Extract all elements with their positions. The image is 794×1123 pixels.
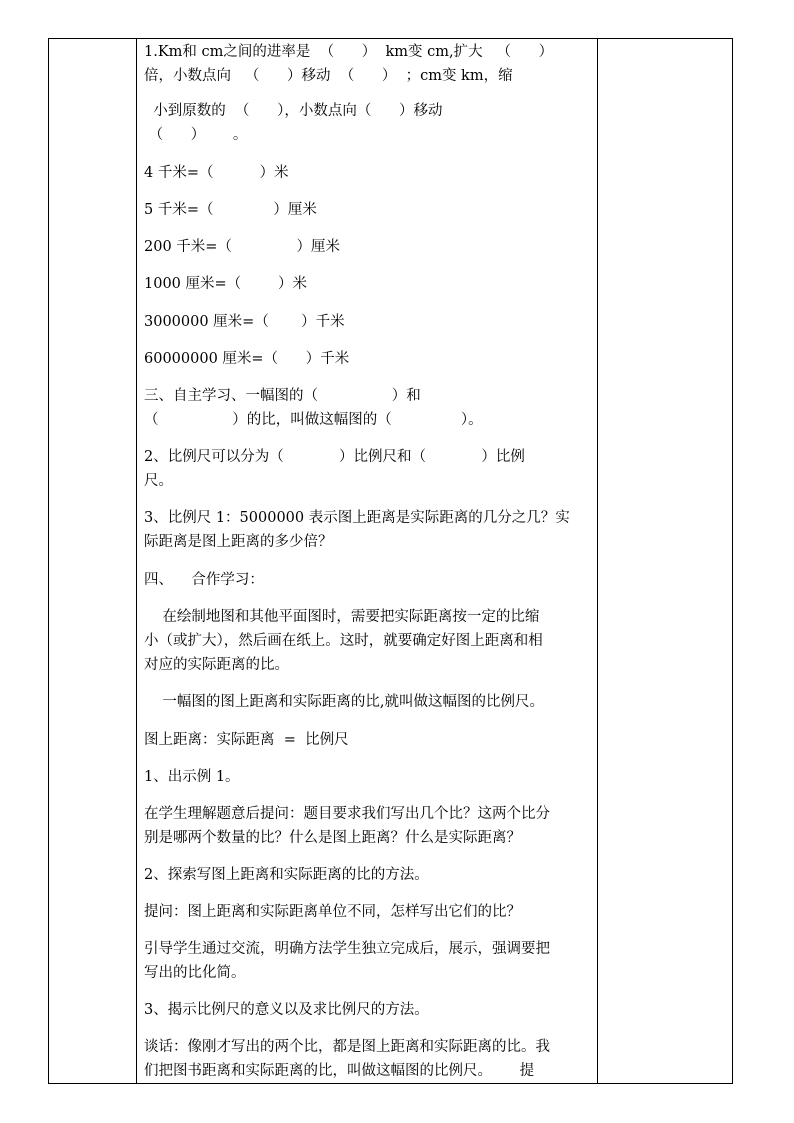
text-line: 对应的实际距离的比。 xyxy=(144,657,289,673)
text-line: 5 千米=（ ）厘米 xyxy=(144,202,317,218)
text-line: （ ）的比，叫做这幅图的（ ）。 xyxy=(144,412,483,428)
text-line: 四、 合作学习： xyxy=(144,572,264,588)
text-line: 3、比例尺 1：5000000 表示图上距离是实际距离的几分之几？实 xyxy=(144,510,570,526)
text-line: 3、揭示比例尺的意义以及求比例尺的方法。 xyxy=(144,1002,429,1018)
text-line: 200 千米=（ ）厘米 xyxy=(144,239,340,255)
text-line: 小到原数的 （ ），小数点向（ ）移动 xyxy=(144,103,443,119)
column-divider-right xyxy=(597,39,598,1083)
column-divider-left xyxy=(136,39,137,1083)
text-line: 3000000 厘米=（ ）千米 xyxy=(144,314,345,330)
text-line: 别是哪两个数量的比？什么是图上距离？什么是实际距离？ xyxy=(144,830,521,846)
text-line: 1、出示例 1。 xyxy=(144,769,240,785)
text-line: 在学生理解题意后提问：题目要求我们写出几个比？这两个比分 xyxy=(144,806,550,822)
text-line: （ ） 。 xyxy=(144,127,248,143)
text-line: 引导学生通过交流，明确方法学生独立完成后，展示，强调要把 xyxy=(144,941,550,957)
text-line: 4 千米=（ ）米 xyxy=(144,165,289,181)
text-line: 提问：图上距离和实际距离单位不同，怎样写出它们的比？ xyxy=(144,904,521,920)
text-line: 三、自主学习、一幅图的（ ）和 xyxy=(144,388,421,404)
text-line: 尺。 xyxy=(144,473,173,489)
text-line: 2、探索写图上距离和实际距离的比的方法。 xyxy=(144,867,429,883)
text-line: 小（或扩大），然后画在纸上。这时，就要确定好图上距离和相 xyxy=(144,633,543,649)
text-line: 谈话：像刚才写出的两个比，都是图上距离和实际距离的比。我 xyxy=(144,1039,550,1055)
table-frame xyxy=(48,38,733,1084)
text-line: 一幅图的图上距离和实际距离的比,就叫做这幅图的比例尺。 xyxy=(144,694,545,710)
text-line: 1.Km和 cm之间的进率是 （ ） km变 cm,扩大 （ ） xyxy=(144,44,554,60)
text-line: 际距离是图上距离的多少倍？ xyxy=(144,534,333,550)
text-line: 60000000 厘米=（ ）千米 xyxy=(144,351,350,367)
text-line: 在绘制地图和其他平面图时，需要把实际距离按一定的比缩 xyxy=(144,609,540,625)
text-line: 图上距离：实际距离 = 比例尺 xyxy=(144,732,349,748)
text-line: 倍，小数点向 （ ）移动 （ ） ；cm变 km，缩 xyxy=(144,68,513,84)
text-line: 1000 厘米=（ ）米 xyxy=(144,276,308,292)
text-line: 写出的比化简。 xyxy=(144,965,246,981)
text-line: 2、比例尺可以分为（ ）比例尺和（ ）比例 xyxy=(144,449,525,465)
text-line: 们把图书距离和实际距离的比，叫做这幅图的比例尺。 提 xyxy=(144,1063,535,1079)
